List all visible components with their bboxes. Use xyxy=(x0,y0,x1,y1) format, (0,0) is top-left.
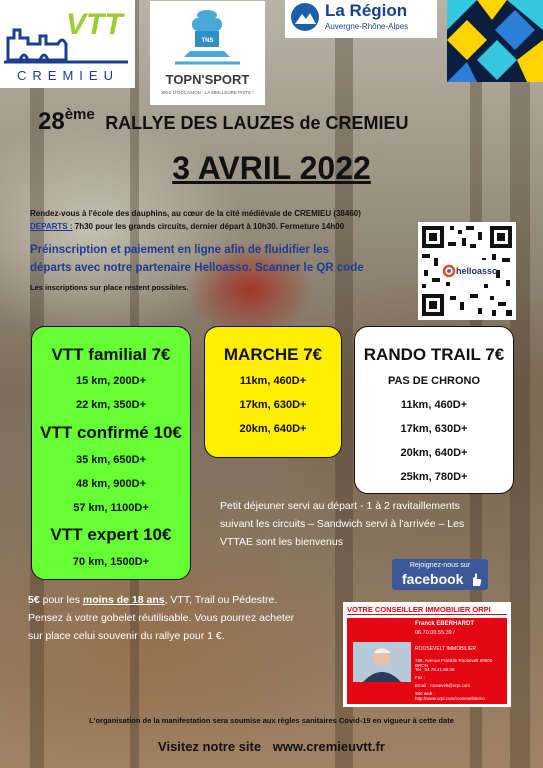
pricing-text-c: , VTT, Trail ou Pédestre. xyxy=(164,594,278,606)
vtt-confirme-item: 35 km, 650D+ xyxy=(75,454,147,466)
event-date: 3 AVRIL 2022 xyxy=(172,150,371,186)
rando-trail-item: 20km, 640D+ xyxy=(400,447,468,459)
vtt-confirme-item: 57 km, 1100D+ xyxy=(73,502,149,514)
region-subtitle: Auvergne-Rhône-Alpes xyxy=(325,22,409,31)
agency-fax: Fax : xyxy=(415,675,426,680)
marche-card xyxy=(204,326,342,458)
departs-text: 7h30 pour les grands circuits, dernier départ à 10h30. Fermeture 14h00 xyxy=(72,222,345,231)
edition-suffix: ème xyxy=(64,106,95,123)
departs-label: DEPARTS : xyxy=(30,222,73,231)
vtt-logo-text: VTT xyxy=(66,8,123,41)
vtt-confirme-item: 48 km, 900D+ xyxy=(75,478,147,490)
skier-icon xyxy=(150,1,265,71)
rando-trail-subtitle: PAS DE CHRONO xyxy=(387,375,481,387)
event-title-row xyxy=(38,108,409,136)
topnsport-logo xyxy=(150,1,265,105)
preinscription-line2: départs avec notre partenaire Helloasso. Scanner le QR code xyxy=(30,262,364,274)
pricing-line3: sur place celui souvenir du rallye pour 1 €. xyxy=(28,630,225,642)
agent-avatar-icon xyxy=(353,642,411,682)
facebook-join-text: Rejoignez-nous sur xyxy=(409,562,471,569)
qr-code-icon xyxy=(418,222,516,320)
vtt-familial-title: VTT familial 7€ xyxy=(51,345,171,364)
helloasso-label: helloasso xyxy=(456,266,498,276)
rando-trail-item: 25km, 780D+ xyxy=(400,471,468,483)
agency-email: Email : roosevelt@orpi.com xyxy=(415,683,471,688)
pricing-text-a: pour les xyxy=(39,594,83,606)
agent-photo xyxy=(353,642,411,682)
region-logo xyxy=(285,0,437,38)
hand-pointer-icon xyxy=(469,573,483,587)
agency-tel: Tel : 04.78.41.66.06 xyxy=(415,667,455,672)
facebook-button[interactable] xyxy=(392,559,488,590)
topnsport-subtitle: SKIS D'OCCASION · LA MEILLEURE PISTE ! xyxy=(161,90,254,95)
region-mountain-icon xyxy=(290,2,320,32)
orpi-card xyxy=(347,618,507,704)
rando-trail-item: 11km, 460D+ xyxy=(400,399,468,411)
edition-number: 28 xyxy=(38,108,65,135)
marche-item: 20km, 640D+ xyxy=(239,423,307,435)
facebook-name: facebook xyxy=(402,571,464,587)
pricing-line2: Pensez à votre gobelet réutilisable. Vous pourrez acheter xyxy=(28,612,295,624)
vtt-expert-item: 70 km, 1500D+ xyxy=(72,556,150,568)
pricing-line1 xyxy=(28,594,277,606)
vtt-confirme-title: VTT confirmé 10€ xyxy=(40,423,182,442)
breakfast-line1: Petit déjeuner servi au départ - 1 à 2 ravitaillements xyxy=(220,500,460,512)
vtt-familial-item: 22 km, 350D+ xyxy=(75,399,147,411)
vtt-expert-title: VTT expert 10€ xyxy=(50,525,172,544)
event-title: RALLYE DES LAUZES de CREMIEU xyxy=(105,113,409,133)
marche-title: MARCHE 7€ xyxy=(223,345,323,364)
vtt-familial-item: 15 km, 200D+ xyxy=(75,375,147,387)
website-url[interactable]: www.cremieuvtt.fr xyxy=(272,739,385,754)
orpi-advert xyxy=(343,602,511,707)
website-label: Visitez notre site xyxy=(158,739,262,754)
topnsport-text: TOPN'SPORT xyxy=(165,72,250,87)
preinscription-line1: Préinscription et paiement en ligne afin de fluidifier les xyxy=(30,244,330,256)
rando-trail-item: 17km, 630D+ xyxy=(400,423,468,435)
vtt-card xyxy=(31,326,191,580)
agency-website: Site web : http://www.orpi.com/rooseveltimmo xyxy=(415,691,485,701)
agency-address: 788, Avenue Franklin Roosevelt 69500 BRON xyxy=(415,658,493,668)
cremieu-logo-text: CREMIEU xyxy=(17,68,119,83)
agent-phone: 06.70.00.55.39 / xyxy=(415,630,455,636)
website-line xyxy=(0,739,543,754)
sur-place-text: Les inscriptions sur place restent possibles. xyxy=(30,283,189,292)
region-name: La Région xyxy=(325,1,408,20)
covid-notice: L'organisation de la manifestation sera soumise aux règles sanitaires Covid-19 en vigueur à cette date xyxy=(89,716,454,725)
rendezvous-text: Rendez-vous à l'école des dauphins, au cœur de la cité médiévale de CREMIEU (38460) xyxy=(30,209,361,218)
orpi-header: VOTRE CONSEILLER IMMOBILIER ORPI xyxy=(347,605,507,615)
agent-name: Franck EBERHARDT xyxy=(415,621,475,627)
departs-line xyxy=(30,222,344,231)
marche-item: 17km, 630D+ xyxy=(239,399,307,411)
marche-item: 11km, 460D+ xyxy=(239,375,307,387)
rando-trail-title: RANDO TRAIL 7€ xyxy=(363,345,505,364)
price-value: 5€ xyxy=(28,594,40,606)
vtt-cremieu-logo xyxy=(0,0,135,88)
breakfast-line2: suivant les circuits – Sandwich servi à l'arrivée – Les xyxy=(220,518,465,530)
agency-name: ROOSEVELT IMMOBILIER xyxy=(415,646,476,652)
pricing-age-condition: moins de 18 ans xyxy=(82,594,165,606)
geometric-pattern-logo xyxy=(447,0,543,82)
tns-text: TNS xyxy=(201,38,214,44)
breakfast-line3: VTTAE sont les bienvenus xyxy=(220,536,343,548)
helloasso-qr-code[interactable] xyxy=(418,222,516,320)
rando-trail-card xyxy=(354,326,514,494)
